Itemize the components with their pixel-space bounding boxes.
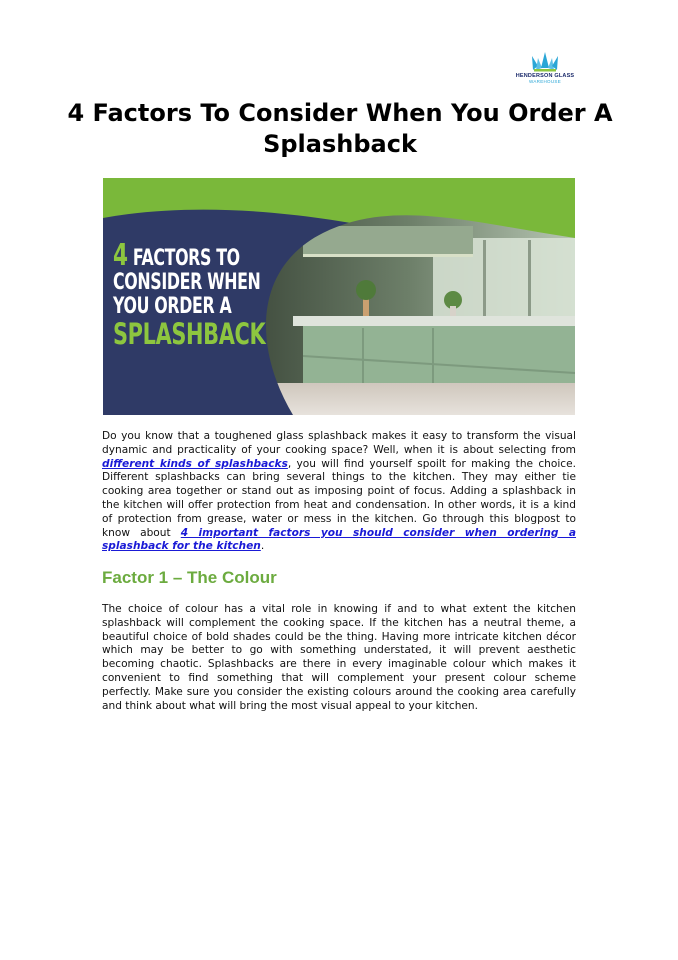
hero-image: [103, 178, 575, 415]
company-logo: [512, 52, 578, 90]
page-title: 4 Factors To Consider When You Order A Splashback: [67, 99, 613, 158]
link-different-kinds-of-splashbacks[interactable]: different kinds of splashbacks: [102, 457, 288, 470]
factor-1-heading: Factor 1 – The Colour: [102, 568, 277, 587]
crown-glass-logo-icon: [530, 52, 560, 72]
intro-text-1: Do you know that a toughened glass splashback makes it easy to transform the visual dynamic and practicality of your cooking space? Well, when it is about selecting from: [102, 430, 576, 456]
hero-line-3: YOU ORDER A: [113, 294, 232, 319]
hero-line-1: FACTORS TO: [127, 246, 240, 271]
logo-name: HENDERSON GLASS: [515, 73, 575, 79]
hero-number: 4: [113, 238, 128, 273]
hero-line-2: CONSIDER WHEN: [113, 270, 261, 295]
logo-subname: WAREHOUSE: [528, 79, 562, 84]
intro-text-3: .: [260, 540, 265, 553]
link-important-factors[interactable]: 4 important factors you should consider when ordering a splashback for the kitchen: [102, 526, 577, 553]
intro-text-2: , you will find yourself spoilt for making the choice. Different splashbacks can bring several things to the kitchen. They may either tie cooking area together or stand out as imposing point of focus. Adding a splashback in the kitchen will offer protection from heat and condensation. In other words, it is a kind of protection from grease, water or mess in the kitchen. Go through this blogpost to know about: [102, 457, 577, 539]
factor-1-paragraph: The choice of colour has a vital role in knowing if and to what extent the kitchen splashback will complement the cooking space. If the kitchen has a neutral theme, a beautiful choice of bold shades could be the thing. Having more intricate kitchen décor which may be better to go with something understated, it will prevent aesthetic becoming chaotic. Splashbacks are there in every imaginable colour which makes it convenient to find something that will complement your present colour scheme perfectly. Make sure you consider the existing colours around the cooking area carefully and think about what will bring the most visual appeal to your kitchen.: [102, 603, 576, 712]
intro-paragraph: [102, 430, 576, 554]
hero-line-4: SPLASHBACK: [113, 317, 266, 351]
hero-headline: [113, 238, 266, 351]
